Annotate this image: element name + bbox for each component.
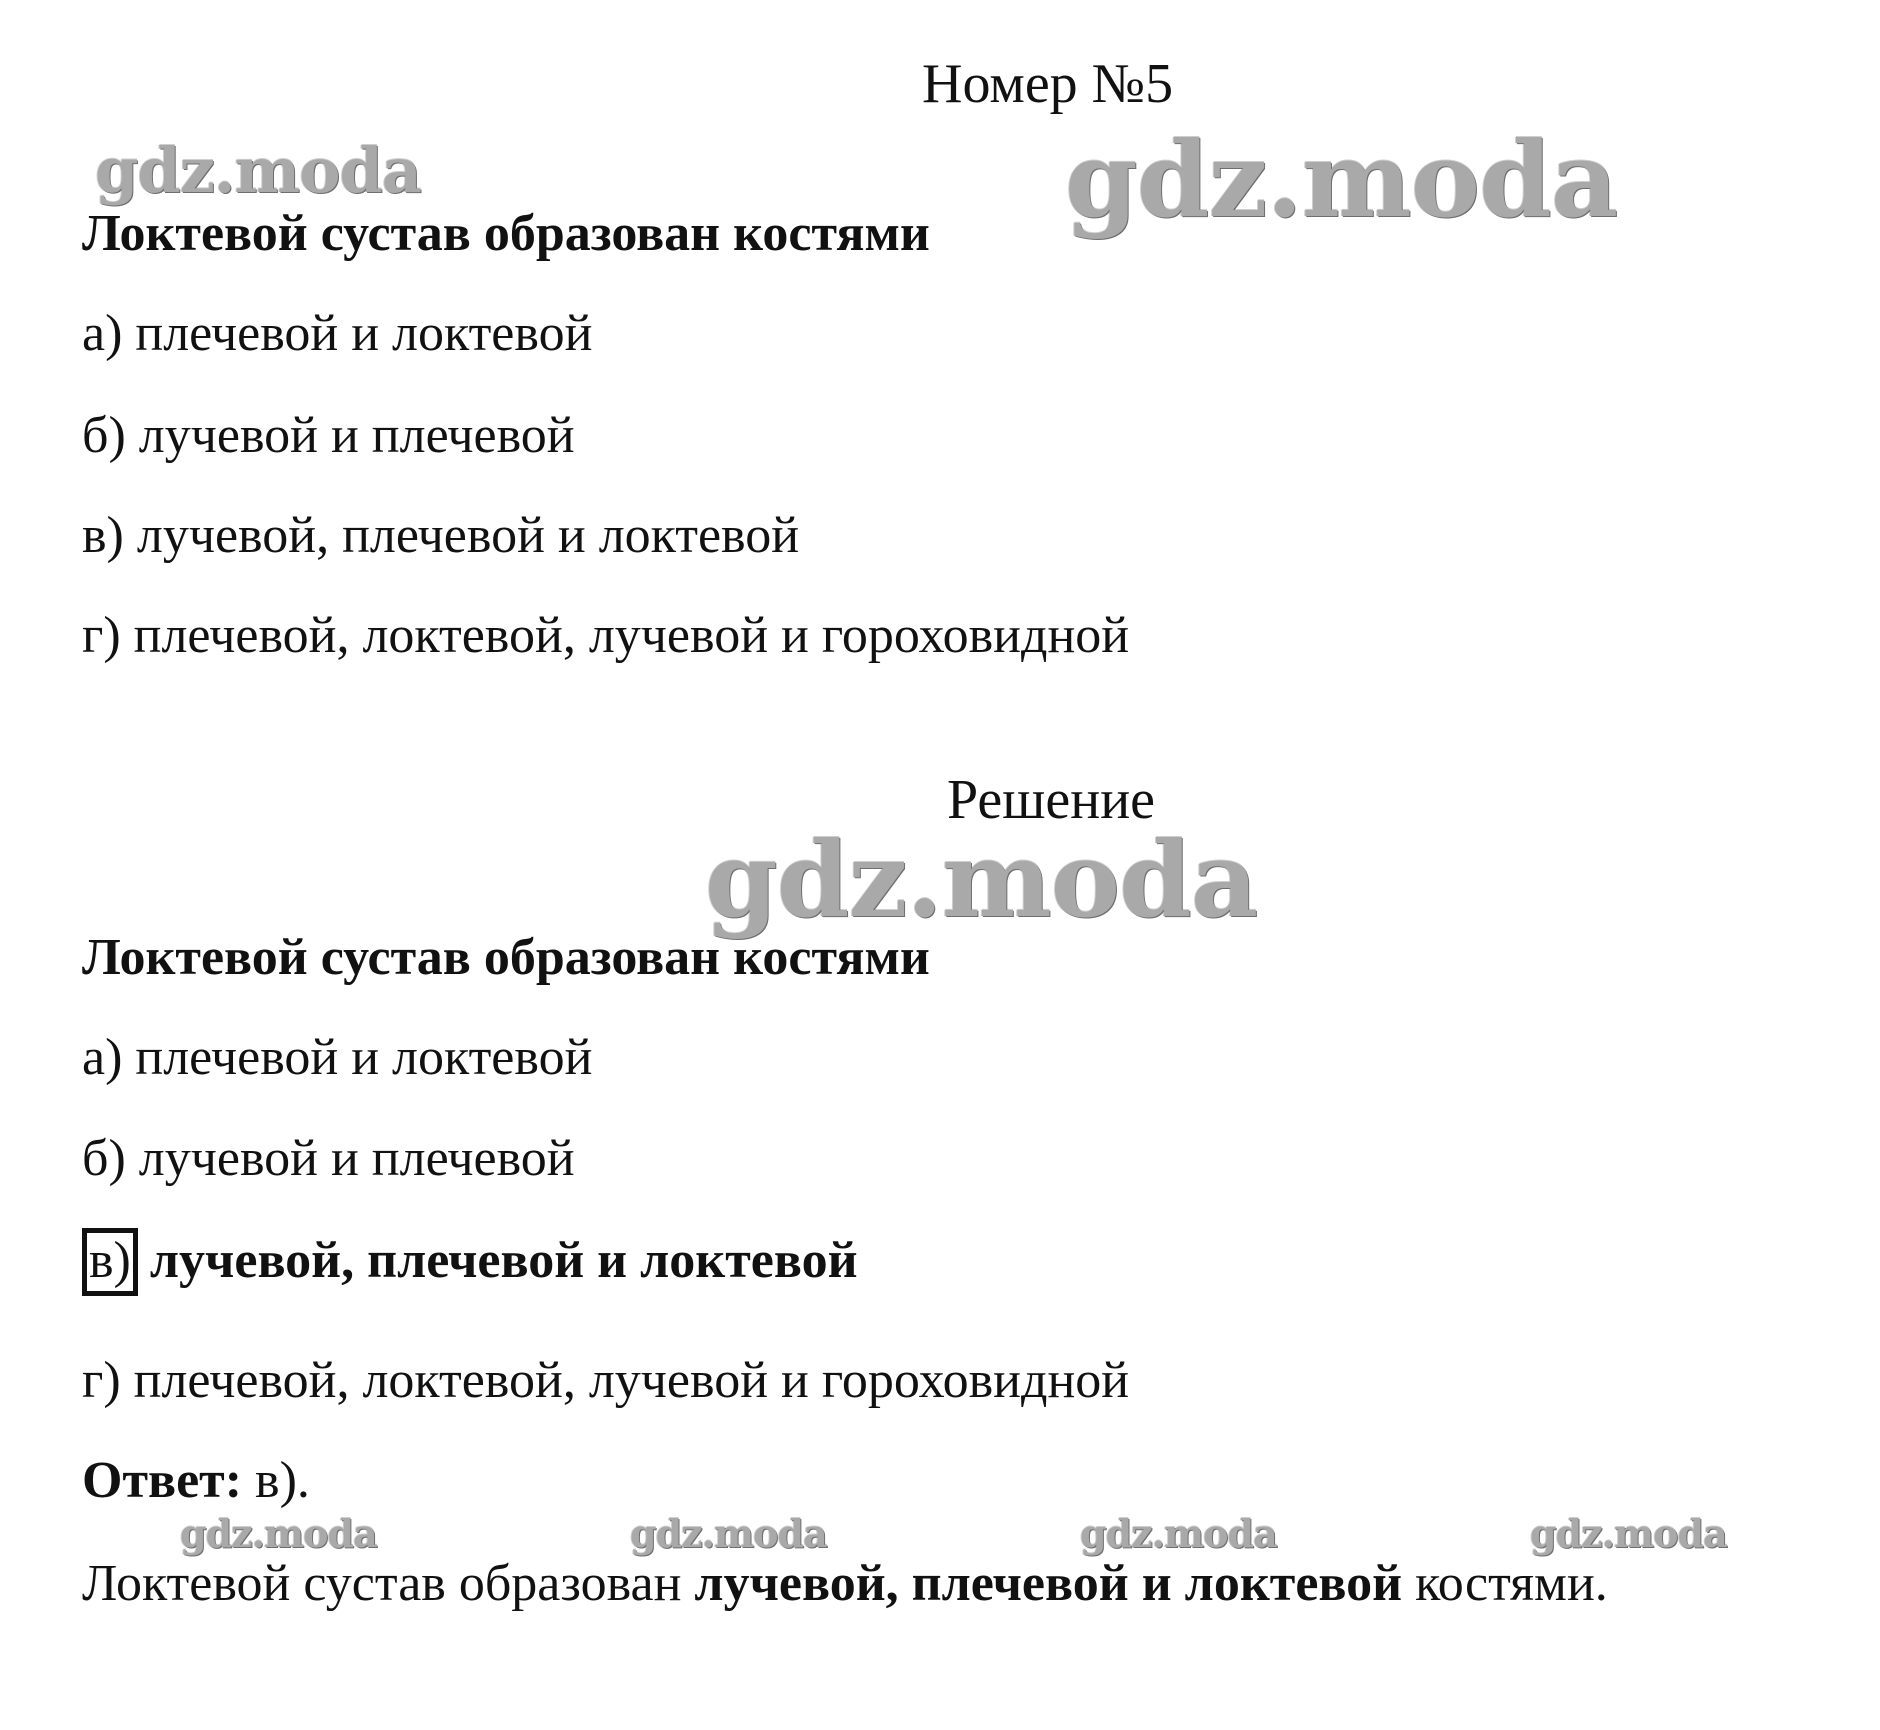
watermark: gdz.moda bbox=[1530, 1511, 1727, 1556]
solution-question-text: Локтевой сустав образован костями bbox=[82, 929, 930, 986]
question-text: Локтевой сустав образован костями bbox=[82, 205, 930, 262]
explanation-after: костями. bbox=[1402, 1555, 1608, 1612]
solution-option-b: б) лучевой и плечевой bbox=[82, 1130, 575, 1187]
watermark: gdz.moda bbox=[630, 1511, 827, 1556]
watermark: gdz.moda bbox=[180, 1511, 377, 1556]
page-title: Номер №5 bbox=[922, 53, 1174, 115]
explanation-before: Локтевой сустав образован bbox=[82, 1555, 695, 1612]
question-option-b: б) лучевой и плечевой bbox=[82, 407, 575, 464]
watermark: gdz.moda bbox=[1065, 118, 1618, 241]
answer-value: в). bbox=[242, 1452, 310, 1509]
correct-answer-text: лучевой, плечевой и локтевой bbox=[149, 1232, 858, 1289]
question-option-a: а) плечевой и локтевой bbox=[82, 305, 593, 362]
correct-answer-box: в) bbox=[82, 1228, 138, 1296]
watermark: gdz.moda bbox=[705, 818, 1258, 941]
question-option-c: в) лучевой, плечевой и локтевой bbox=[82, 507, 800, 564]
question-option-d: г) плечевой, локтевой, лучевой и гороховидной bbox=[82, 607, 1130, 664]
solution-option-a: а) плечевой и локтевой bbox=[82, 1029, 593, 1086]
solution-option-c-correct bbox=[82, 1228, 858, 1296]
explanation-bold: лучевой, плечевой и локтевой bbox=[694, 1555, 1403, 1612]
answer-label: Ответ: bbox=[82, 1452, 243, 1509]
answer-line bbox=[82, 1452, 310, 1509]
explanation bbox=[82, 1555, 1608, 1612]
solution-heading: Решение bbox=[947, 769, 1156, 831]
watermark: gdz.moda bbox=[1080, 1511, 1277, 1556]
watermark: gdz.moda bbox=[95, 134, 421, 207]
solution-option-d: г) плечевой, локтевой, лучевой и гороховидной bbox=[82, 1352, 1130, 1409]
